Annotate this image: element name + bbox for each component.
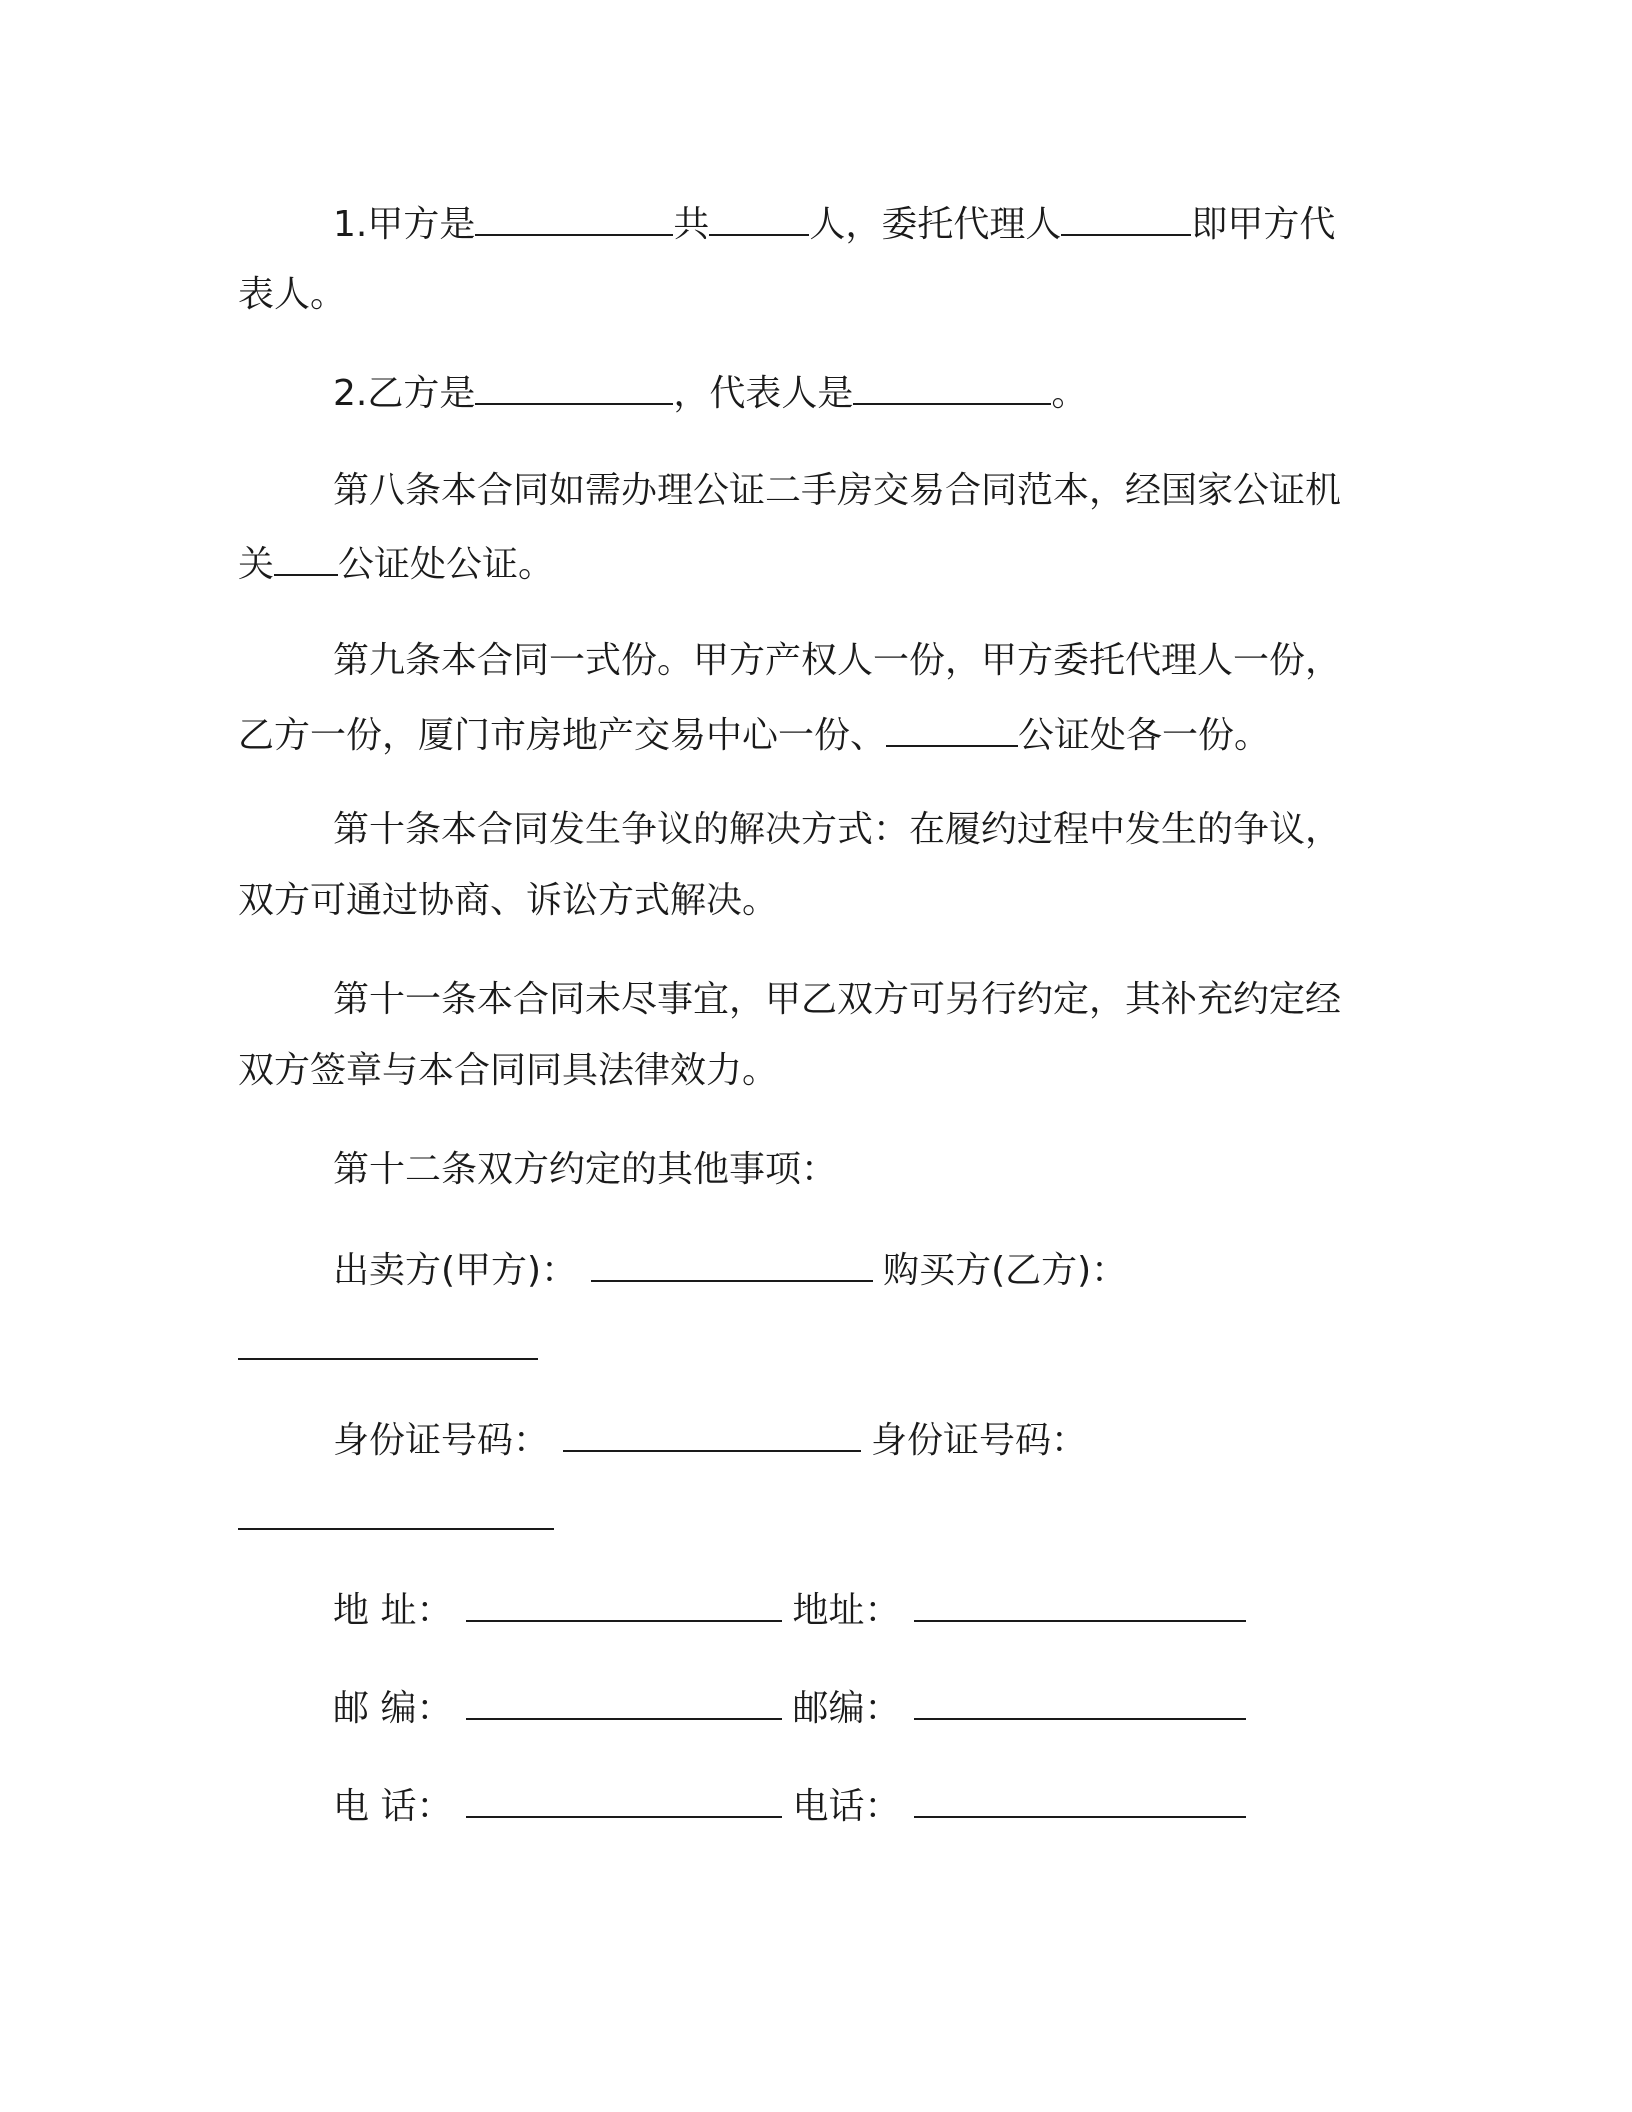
seller-postcode-field[interactable]: [466, 1680, 782, 1720]
clause-1-cont: 表人。: [238, 274, 347, 315]
clause-1-line-1: [333, 196, 1335, 246]
seller-address-field[interactable]: [466, 1582, 782, 1622]
clause-1-line-2: [238, 270, 346, 320]
article-10-text-2: 双方可通过协商、诉讼方式解决。: [238, 880, 779, 921]
buyer-field[interactable]: [238, 1358, 538, 1360]
buyer-id-label: 身份证号码：: [871, 1420, 1088, 1461]
clause-1-post: 即甲方代: [1191, 204, 1336, 245]
buyer-phone-label: 电话：: [792, 1786, 901, 1827]
postcode-line: [333, 1680, 1246, 1730]
clause-1-pre: 1.甲方是: [333, 204, 476, 245]
buyer-label: 购买方(乙方)：: [883, 1250, 1128, 1291]
clause-2-blank-party[interactable]: [475, 365, 673, 405]
article-8-text-2-post: 公证处公证。: [338, 544, 555, 585]
clause-1-mid1: 共: [673, 204, 710, 245]
article-12-line: [333, 1145, 837, 1195]
article-9-text-2-post: 公证处各一份。: [1018, 715, 1271, 756]
article-8-text-1: 第八条本合同如需办理公证二手房交易合同范本，经国家公证机: [333, 470, 1342, 511]
clause-1-blank-agent[interactable]: [1061, 196, 1191, 236]
article-10-line-2: [238, 876, 778, 926]
seller-field[interactable]: [591, 1242, 873, 1282]
clause-2-mid: ，代表人是: [673, 373, 854, 414]
seller-phone-label: 电 话：: [333, 1786, 453, 1827]
clause-1-mid2: 人，委托代理人: [809, 204, 1062, 245]
buyer-postcode-field[interactable]: [914, 1680, 1246, 1720]
buyer-postcode-label: 邮编：: [792, 1688, 901, 1729]
article-9-text-1: 第九条本合同一式份。甲方产权人一份，甲方委托代理人一份，: [333, 640, 1342, 681]
buyer-address-field[interactable]: [914, 1582, 1246, 1622]
seller-id-label: 身份证号码：: [333, 1420, 550, 1461]
seller-address-label: 地 址：: [333, 1590, 453, 1631]
seller-phone-field[interactable]: [466, 1778, 782, 1818]
article-9-blank-office[interactable]: [886, 707, 1018, 747]
article-11-text-2: 双方签章与本合同同具法律效力。: [238, 1050, 779, 1091]
article-8-line-2: [238, 536, 554, 586]
clause-2-line: [333, 365, 1087, 415]
article-8-blank-office[interactable]: [274, 536, 338, 576]
article-8-line-1: [333, 466, 1341, 516]
article-8-text-2-pre: 关: [238, 544, 275, 585]
clause-2-pre: 2.乙方是: [333, 373, 476, 414]
buyer-address-label: 地址：: [792, 1590, 901, 1631]
id-line: [333, 1412, 1087, 1462]
seller-postcode-label: 邮 编：: [333, 1688, 453, 1729]
seller-id-field[interactable]: [563, 1412, 861, 1452]
buyer-phone-field[interactable]: [914, 1778, 1246, 1818]
buyer-id-field[interactable]: [238, 1528, 554, 1530]
article-10-line-1: [333, 805, 1341, 855]
clause-1-blank-party[interactable]: [475, 196, 673, 236]
seller-label: 出卖方(甲方)：: [333, 1250, 578, 1291]
article-12-text: 第十二条双方约定的其他事项：: [333, 1149, 838, 1190]
clause-2-blank-rep[interactable]: [853, 365, 1051, 405]
article-11-line-2: [238, 1046, 778, 1096]
article-10-text-1: 第十条本合同发生争议的解决方式：在履约过程中发生的争议，: [333, 809, 1342, 850]
article-11-text-1: 第十一条本合同未尽事宜，甲乙双方可另行约定，其补充约定经: [333, 979, 1342, 1020]
phone-line: [333, 1778, 1246, 1828]
article-9-line-2: [238, 707, 1270, 757]
seller-buyer-line: [333, 1242, 1127, 1292]
article-9-line-1: [333, 636, 1341, 686]
article-11-line-1: [333, 975, 1341, 1025]
address-line: [333, 1582, 1246, 1632]
clause-2-post: 。: [1051, 373, 1088, 414]
clause-1-blank-count[interactable]: [709, 196, 809, 236]
article-9-text-2-pre: 乙方一份，厦门市房地产交易中心一份、: [238, 715, 887, 756]
